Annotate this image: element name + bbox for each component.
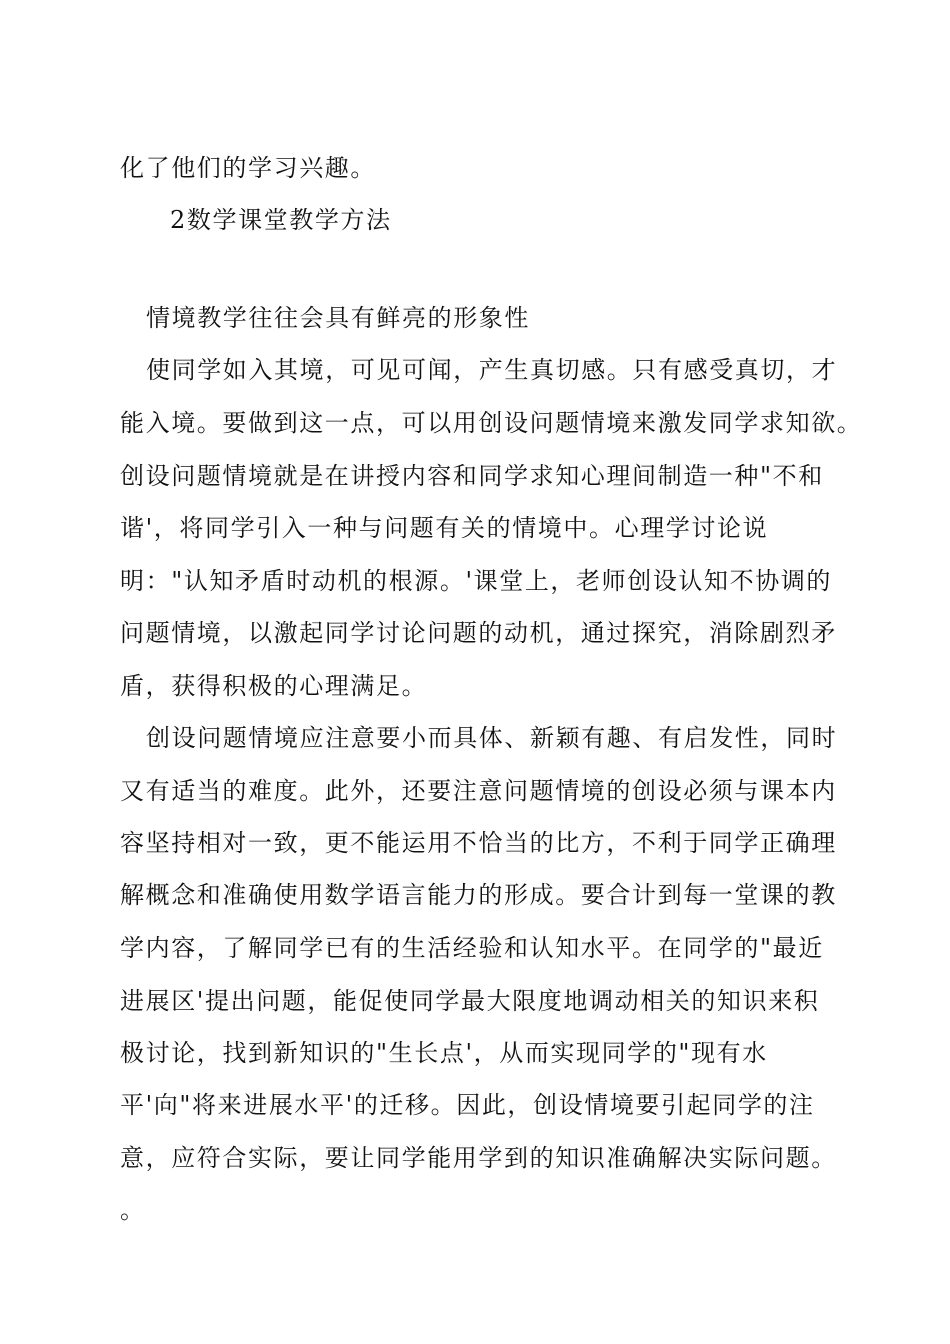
text-line-continuation: 化了他们的学习兴趣。 xyxy=(120,154,376,182)
text-line: 谐'，将同学引入一种与问题有关的情境中。心理学讨论说 xyxy=(120,514,769,542)
text-line: 问题情境，以激起同学讨论问题的动机，通过探究，消除剧烈矛 xyxy=(120,619,837,647)
text-line: 平'向"将来进展水平'的迁移。因此，创设情境要引起同学的注 xyxy=(120,1091,815,1119)
text-line: 进展区'提出问题，能促使同学最大限度地调动相关的知识来积 xyxy=(120,987,820,1015)
text-line-period: 。 xyxy=(120,1196,146,1224)
text-line: 能入境。要做到这一点，可以用创设问题情境来激发同学求知欲。 xyxy=(120,409,863,437)
text-line: 学内容，了解同学已有的生活经验和认知水平。在同学的"最近 xyxy=(120,934,824,962)
text-line: 明："认知矛盾时动机的根源。'课堂上，老师创设认知不协调的 xyxy=(120,567,833,595)
text-line: 使同学如入其境，可见可闻，产生真切感。只有感受真切，才 xyxy=(146,356,838,384)
text-line: 极讨论，找到新知识的"生长点'，从而实现同学的"现有水 xyxy=(120,1039,768,1067)
text-line: 创设问题情境应注意要小而具体、新颖有趣、有启发性，同时 xyxy=(146,724,838,752)
text-line: 又有适当的难度。此外，还要注意问题情境的创设必须与课本内 xyxy=(120,777,837,805)
text-line: 容坚持相对一致，更不能运用不恰当的比方，不利于同学正确理 xyxy=(120,829,837,857)
text-line: 盾，获得积极的心理满足。 xyxy=(120,672,428,700)
text-line: 解概念和准确使用数学语言能力的形成。要合计到每一堂课的教 xyxy=(120,881,837,909)
section-heading: 2数学课堂教学方法 xyxy=(170,206,392,234)
text-line: 意，应符合实际，要让同学能用学到的知识准确解决实际问题。 xyxy=(120,1144,837,1172)
paragraph-subheading: 情境教学往往会具有鲜亮的形象性 xyxy=(146,304,530,332)
text-line: 创设问题情境就是在讲授内容和同学求知心理间制造一种"不和 xyxy=(120,462,824,490)
